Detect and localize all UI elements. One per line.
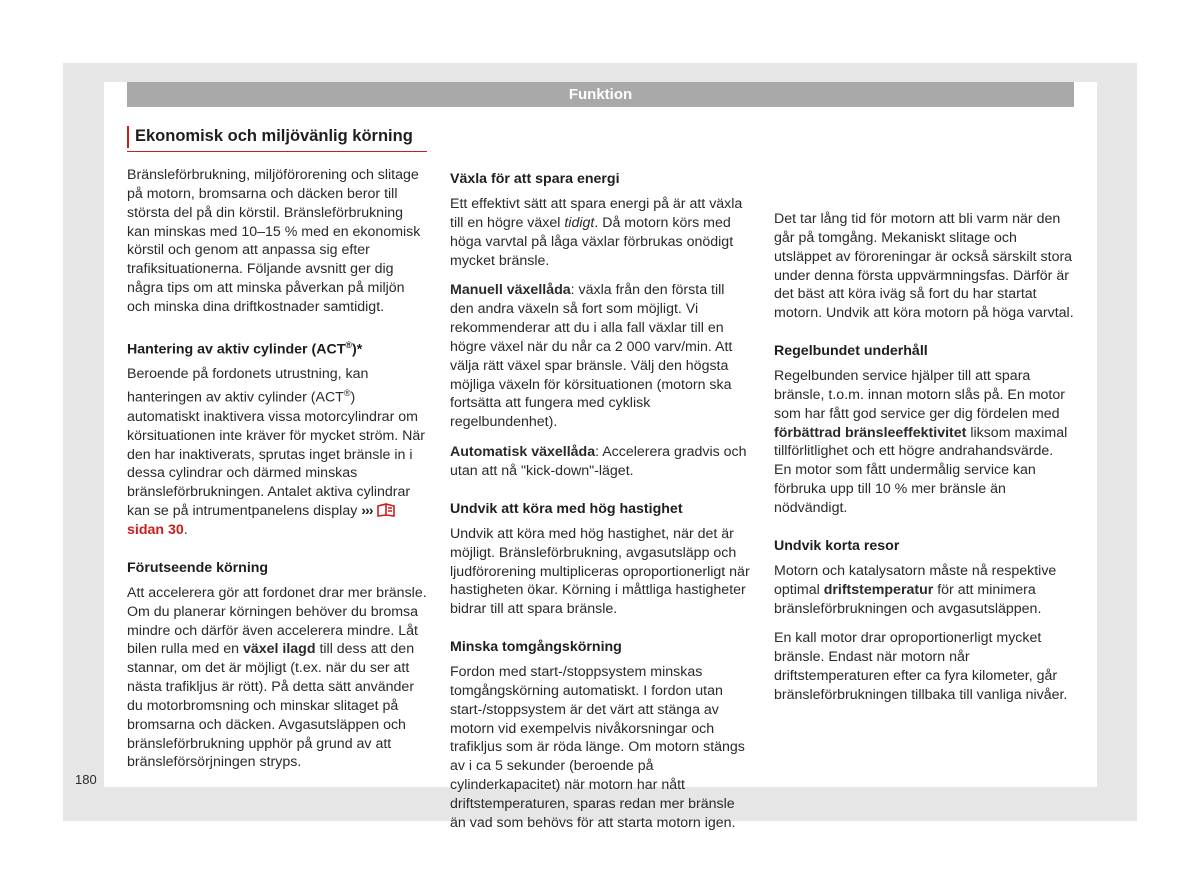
heading-gear: Växla för att spara energi xyxy=(450,171,620,187)
heading-idle: Minska tomgångskörning xyxy=(450,639,622,656)
speed-paragraph: Undvik att köra med hög hastighet, när det är möjligt. Bränsleförbrukning, avgasutsläpp och ljudförorening multipliceras oproportionerligt när hastigheten ökar. Körning i måttliga hastigheter bidrar till att spara bränsle. xyxy=(450,525,750,618)
title-underline xyxy=(127,151,427,152)
heading-anticipation: Förutseende körning xyxy=(127,559,269,576)
heading-service: Regelbundet underhåll xyxy=(774,343,928,360)
page-number: 180 xyxy=(75,772,97,787)
heading-speed: Undvik att köra med hög hastighet xyxy=(450,500,683,517)
act-paragraph: Beroende på fordonets utrustning, kan hanteringen av aktiv cylinder (ACT®) automatiskt inaktivera vissa motorcylindrar om körsituationen inte kräver för mycket ström. När den har inaktiverats, sprutas inget bränsle in i dessa cylindrar och därmed minskas bränsleförbrukningen. Antalet aktiva cylindrar kan se på intrumentpanelens display ›››sidan 30. xyxy=(127,366,426,538)
short-trips-paragraph: Motorn och katalysatorn måste nå respektive optimal driftstemperatur för att minimera bränsleförbrukningen och avgasutsläppen. xyxy=(774,562,1057,617)
column-3 xyxy=(774,210,1074,716)
book-reference-icon xyxy=(375,503,397,517)
service-paragraph: Regelbunden service hjälper till att spara bränsle, t.o.m. innan motorn slås på. En motor som har fått god service ger dig fördelen med förbättrad bränsleeffektivitet liksom maximal tillförlitlighet och ett högre andrahandsvärde. En motor som fått undermålig service kan förbruka upp till 10 % mer bränsle än nödvändigt. xyxy=(774,368,1068,516)
gear-paragraph: Ett effektivt sätt att spara energi på är att växla till en högre växel tidigt. Då motorn körs med höga varvtal på låga växlar förbrukas onödigt mycket bränsle. xyxy=(450,196,743,269)
reference-arrows: ››› xyxy=(361,503,373,520)
anticipation-paragraph: Att accelerera gör att fordonet drar mer bränsle. Om du planerar körningen behöver du bromsa mindre och därför även accelerera mindre. Låt bilen rulla med en växel ilagd till dess att den stannar, om det är möjligt (t.ex. när du ser att nästa trafikljus är rött). På detta sätt använder du motorbromsning och minskar slitaget på bromsarna och däcken. Avgasutsläppen och bränsleförbrukning upphör på grund av att bränsleförsörjningen stryps. xyxy=(127,584,427,771)
page-reference-link[interactable]: sidan 30 xyxy=(127,521,184,538)
automatic-gearbox-paragraph: Automatisk växellåda: Accelerera gradvis och utan att nå "kick-down"-läget. xyxy=(450,444,747,479)
intro-paragraph: Bränsleförbrukning, miljöförorening och slitage på motorn, bromsarna och däcken beror till största del på din körstil. Bränsleförbrukning kan minskas med 10–15 % med en ekonomisk körstil och genom att anpassa sig efter trafiksituationerna. Följande avsnitt ger dig några tips om att minska påverkan på miljön och minska dina driftkostnader samtidigt. xyxy=(127,167,421,315)
idle-paragraph: Fordon med start-/stoppsystem minskas tomgångskörning automatiskt. I fordon utan start-/stoppsystem är det värt att stänga av motorn vid exempelvis nivåkorsningar och trafikljus som är röda länge. Om motorn stängs av i ca 5 sekunder (beroende på cylinderkapacitet) när motorn har nått driftstemperaturen, sparas redan mer bränsle än vad som behövs för att starta motorn igen. xyxy=(450,664,745,831)
column-1 xyxy=(127,124,427,783)
heading-short-trips: Undvik korta resor xyxy=(774,537,900,554)
chapter-header: Funktion xyxy=(127,82,1074,107)
warmup-paragraph: Det tar lång tid för motorn att bli varm när den går på tomgång. Mekaniskt slitage och utsläppet av föroreningar är också särskilt stora under denna första uppvärmningsfas. Därför är det bäst att köra iväg så fort du har startat motorn. Undvik att köra motorn på höga varvtal. xyxy=(774,211,1074,322)
manual-gearbox-paragraph: Manuell växellåda: växla från den första till den andra växeln så fort som möjligt. Vi rekommenderar att du i alla fall växlar till en högre växel när du når ca 2 000 varv/min. Att välja rätt växel spar bränsle. Välj den högsta möjliga växeln för körsituationen (motorn ska fortsätta att fungera med cyklisk regelbundenhet). xyxy=(450,282,733,431)
title-accent-bar xyxy=(127,126,129,148)
cold-engine-paragraph: En kall motor drar oproportionerligt mycket bränsle. Endast när motorn når driftstemperaturen efter ca fyra kilometer, går bränsleförbrukningen tillbaka till vanliga nivåer. xyxy=(774,630,1068,703)
heading-act: Hantering av aktiv cylinder (ACT®)* xyxy=(127,339,363,358)
column-2 xyxy=(450,170,752,844)
section-title: Ekonomisk och miljövänlig körning xyxy=(127,124,427,152)
